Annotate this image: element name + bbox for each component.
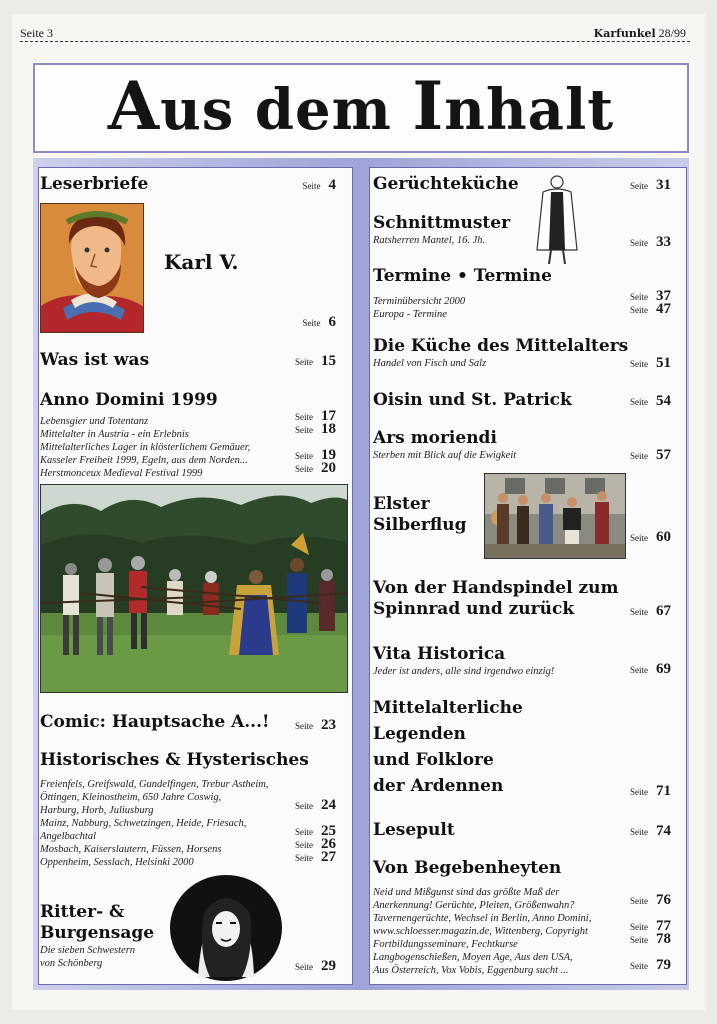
sub-item: Herstmonceux Medieval Festival 1999 Seite 20 — [40, 460, 336, 479]
toc-entry-vita-historica[interactable] — [373, 644, 681, 680]
entry-page: Seite 60 — [630, 529, 671, 545]
entry-title-line-3: und Folklore — [373, 750, 494, 770]
title-box — [33, 63, 689, 153]
entry-sub: Handel von Fisch und Salz — [373, 358, 487, 369]
entry-page: Seite 74 — [630, 823, 671, 839]
entry-title: Termine • Termine — [373, 266, 552, 286]
sub-item: Oppenheim, Sesslach, Helsinki 2000 Seite 27 — [40, 849, 336, 868]
toc-entry-ars-moriendi[interactable] — [373, 428, 681, 464]
entry-title-line-1: Von der Handspindel zum — [373, 578, 619, 598]
entry-page: Seite 71 — [630, 783, 671, 799]
entry-title: Ars moriendi — [373, 428, 497, 448]
sub-item: Neid und Mißgunst sind das größte Maß der — [373, 887, 560, 898]
sub-item: Harburg, Horb, Juliusburg Seite 24 — [40, 797, 336, 816]
toc-entry-comic[interactable] — [40, 712, 346, 733]
entry-sub: Sterben mit Blick auf die Ewigkeit — [373, 450, 517, 461]
magazine-name: Karfunkel — [593, 27, 656, 40]
entry-page: Seite 67 — [630, 603, 671, 619]
entry-page: Seite 23 — [295, 717, 336, 733]
entry-title-line-1: Mittelalterliche — [373, 698, 523, 718]
running-head — [20, 16, 690, 42]
entry-title-line-2: Legenden — [373, 724, 466, 744]
toc-entry-legenden[interactable] — [373, 698, 681, 802]
toc-entry-anno-domini[interactable] — [40, 390, 346, 478]
sub-item: Aus Österreich, Vox Vobis, Eggenburg sucht ... Seite 79 — [373, 957, 671, 976]
entry-sub: Jeder ist anders, alle sind irgendwo einzig! — [373, 666, 555, 677]
sub-item: Anerkennung! Gerüchte, Pleiten, Größenwahn? Seite 76 — [373, 892, 671, 911]
sub-item: Öttingen, Kleinostheim, 650 Jahre Coswig, — [40, 792, 222, 803]
entry-page: Seite 51 — [630, 355, 671, 371]
entry-title-line-2: Spinnrad und zurück — [373, 599, 575, 619]
entry-page: Seite 15 — [295, 353, 336, 369]
entry-title: Was ist was — [40, 350, 150, 370]
entry-page: Seite 29 — [295, 958, 336, 974]
entry-page: Seite 4 — [302, 177, 336, 193]
sub-item: Europa - Termine Seite 47 — [373, 301, 671, 320]
entry-page: Seite 6 — [302, 314, 336, 330]
entry-page: Seite 69 — [630, 661, 671, 677]
toc-entry-was-ist-was[interactable] — [40, 350, 346, 371]
toc-entry-schnittmuster[interactable] — [373, 213, 681, 249]
entry-page: Seite 33 — [630, 234, 671, 250]
toc-entry-handspindel[interactable] — [373, 578, 681, 624]
toc-entry-termine[interactable] — [373, 266, 681, 320]
sub-item: Kasseler Freiheit 1999, Egeln, aus dem Norden... Seite 19 — [40, 447, 336, 466]
toc-entry-historisches[interactable] — [40, 750, 346, 866]
entry-title: Oisin und St. Patrick — [373, 390, 572, 410]
entry-title: Die Küche des Mittelalters — [373, 336, 629, 356]
toc-entry-geruechtekueche[interactable] — [373, 174, 681, 195]
sub-item: Terminübersicht 2000 Seite 37 — [373, 288, 671, 307]
title-initial-i: I — [412, 67, 445, 145]
issue-label — [594, 26, 686, 41]
toc-entry-oisin[interactable] — [373, 390, 681, 411]
sub-item: www.schloesser.magazin.de, Wittenberg, Copyright Seite 77 — [373, 918, 671, 937]
entry-sub: Ratsherren Mantel, 16. Jh. — [373, 235, 486, 246]
entry-title: Gerüchteküche — [373, 174, 519, 194]
entry-title-line-1: Ritter- & — [40, 902, 125, 922]
entry-title-line-1: Elster — [373, 494, 430, 514]
sub-item: Mainz, Nabburg, Schwetzingen, Heide, Friesach, — [40, 818, 247, 829]
toc-entry-leserbriefe[interactable] — [40, 174, 346, 195]
toc-entry-lesepult[interactable] — [373, 820, 681, 841]
entry-title: Anno Domini 1999 — [40, 390, 218, 410]
title-initial-a: A — [107, 67, 161, 145]
ritter-illustration — [168, 873, 284, 983]
issue-number: 28/99 — [658, 26, 686, 40]
musicians-photo — [484, 473, 626, 559]
sub-item: Fortbildungsseminare, Fechtkurse Seite 78 — [373, 931, 671, 950]
entry-title: Lesepult — [373, 820, 455, 840]
entry-title-line-4: der Ardennen — [373, 776, 504, 796]
sub-item: Mittelalterliches Lager in klösterlichem Gemäuer, — [40, 442, 251, 453]
title-part-2: nhalt — [444, 77, 615, 143]
entry-sub-2: von Schönberg — [40, 958, 103, 969]
toc-entry-begebenheyten[interactable] — [373, 858, 681, 976]
sub-item: Freienfels, Greifswald, Gundelfingen, Trebur Astheim, — [40, 779, 269, 790]
sub-item: Lebensgier und Totentanz Seite 17 — [40, 408, 336, 427]
sub-item: Mosbach, Kaiserslautern, Füssen, Horsens Seite 26 — [40, 836, 336, 855]
sub-item: Mittelalter in Austria - ein Erlebnis Seite 18 — [40, 421, 336, 440]
entry-title: Comic: Hauptsache A...! — [40, 712, 270, 732]
page-title — [35, 65, 687, 151]
entry-sub-1: Die sieben Schwestern — [40, 945, 136, 956]
entry-page: Seite 31 — [630, 177, 671, 193]
entry-title: Karl V. — [164, 250, 239, 274]
sub-item: Tavernengerüchte, Wechsel in Berlin, Anno Domini, — [373, 913, 592, 924]
entry-title: Schnittmuster — [373, 213, 511, 233]
page-number: Seite 3 — [20, 26, 53, 40]
toc-entry-karl-title[interactable] — [164, 252, 238, 273]
title-part-1: us dem — [160, 77, 413, 143]
entry-title-line-2: Burgensage — [40, 923, 155, 943]
entry-title-line-2: Silberflug — [373, 515, 467, 535]
battle-photo — [40, 484, 348, 693]
entry-page: Seite 54 — [630, 393, 671, 409]
toc-entry-karl-page — [40, 313, 346, 331]
sub-item: Langbogenschießen, Moyen Age, Aus den USA, — [373, 952, 573, 963]
toc-entry-kueche[interactable] — [373, 336, 681, 372]
entry-title: Vita Historica — [373, 644, 506, 664]
entry-title: Leserbriefe — [40, 174, 149, 194]
entry-title: Historisches & Hysterisches — [40, 750, 309, 770]
toc-entry-elster-page — [373, 528, 681, 546]
entry-title: Von Begebenheyten — [373, 858, 562, 878]
entry-page: Seite 57 — [630, 447, 671, 463]
sub-item: Angelbachtal Seite 25 — [40, 823, 336, 842]
